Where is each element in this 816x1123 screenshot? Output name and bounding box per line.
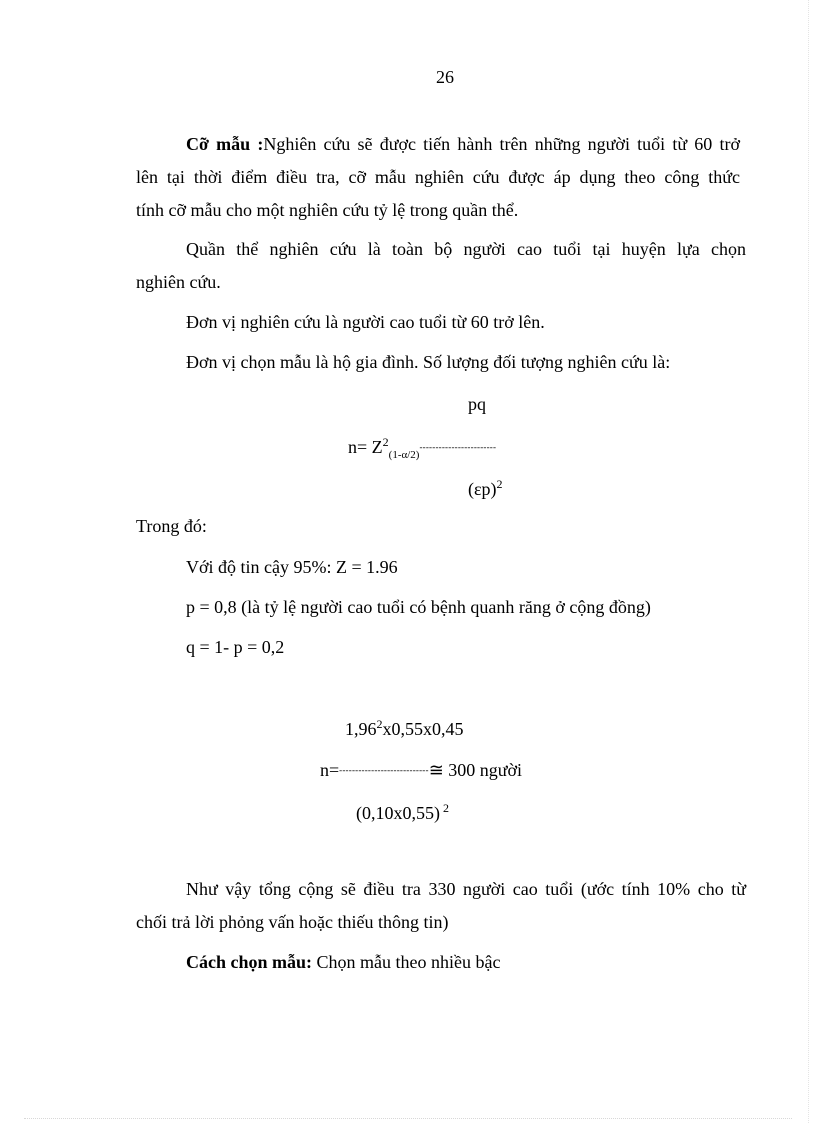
sample-size-heading: Cỡ mẫu : <box>186 134 264 154</box>
calc-fraction-bar: ---------------------------- <box>339 765 429 775</box>
definition-p-value: p = 0,8 (là tỷ lệ người cao tuổi có bệnh quanh răng ở cộng đồng) <box>186 597 651 617</box>
formula-z-subscript: (1-α/2) <box>388 449 420 461</box>
definition-q-value: q = 1- p = 0,2 <box>186 637 285 657</box>
sample-size-line-2: lên tại thời điểm điều tra, cỡ mẫu nghiên cứu được áp dụng theo công thức <box>136 167 740 187</box>
formula-denominator-base: (εp) <box>468 479 497 499</box>
sampling-method-text: Chọn mẫu theo nhiều bậc <box>312 952 501 972</box>
sampling-method-heading: Cách chọn mẫu: <box>186 952 313 972</box>
formula-z-power: 2 <box>382 435 389 449</box>
total-line-2: chối trả lời phỏng vấn hoặc thiếu thông tin) <box>136 912 449 932</box>
page-bottom-border <box>24 1118 792 1119</box>
calc-result: ≅ 300 người <box>428 760 523 780</box>
population-line-2: nghiên cứu. <box>136 272 221 292</box>
calc-denominator-base: (0,10x0,55) <box>356 803 440 823</box>
calc-denominator-power: 2 <box>443 801 449 815</box>
calc-numerator-base: 1,96 <box>345 719 377 739</box>
sample-size-line-3: tính cỡ mẫu cho một nghiên cứu tỷ lệ trong quần thể. <box>136 200 519 220</box>
formula-lhs: n= Z <box>348 437 383 457</box>
sampling-method-line <box>186 953 500 971</box>
sample-size-text-1: Nghiên cứu sẽ được tiến hành trên những người tuổi từ 60 trở <box>263 134 741 154</box>
sample-size-line-1 <box>186 135 740 153</box>
calc-denominator <box>356 802 449 822</box>
total-line-1: Như vậy tổng cộng sẽ điều tra 330 người cao tuổi (ước tính 10% cho từ <box>186 879 746 899</box>
formula-denominator-power: 2 <box>496 477 503 491</box>
study-unit-text: Đơn vị nghiên cứu là người cao tuổi từ 60 trở lên. <box>186 312 545 332</box>
calc-numerator-rest: x0,55x0,45 <box>382 719 464 739</box>
page-number: 26 <box>436 67 454 87</box>
definition-confidence: Với độ tin cậy 95%: Z = 1.96 <box>186 557 398 577</box>
formula-numerator: pq <box>468 394 486 414</box>
calc-main-line <box>320 761 522 779</box>
calc-numerator-power: 2 <box>376 717 383 731</box>
population-line-1: Quần thể nghiên cứu là toàn bộ người cao tuổi tại huyện lựa chọn <box>186 239 746 259</box>
formula-denominator <box>468 478 503 498</box>
page-right-border <box>808 0 809 1123</box>
formula-main-line <box>348 436 496 461</box>
formula-fraction-bar: ------------------------ <box>419 442 497 452</box>
sampling-unit-text: Đơn vị chọn mẫu là hộ gia đình. Số lượng đối tượng nghiên cứu là: <box>186 352 671 372</box>
calc-numerator <box>345 718 464 738</box>
where-label: Trong đó: <box>136 516 207 536</box>
calc-lhs: n= <box>320 760 340 780</box>
